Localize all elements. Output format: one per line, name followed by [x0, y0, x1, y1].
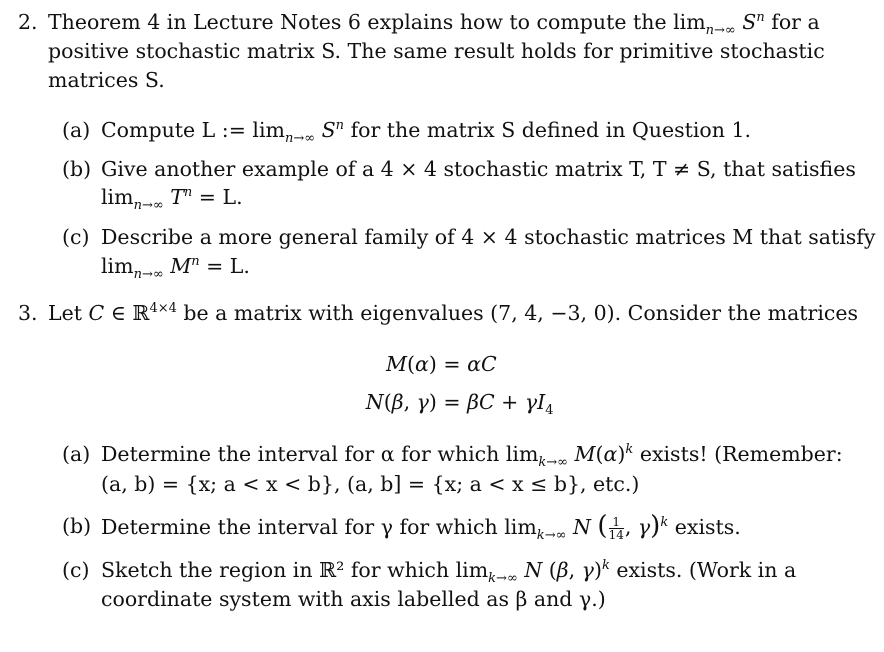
part-2c-text-2: $\lim_{n\to\infty} M^n = L$.: [101, 254, 250, 283]
part-3a-label: (a): [62, 442, 91, 466]
part-2b-label: (b): [62, 157, 92, 181]
equation-m-alpha: M(α) = αC: [386, 352, 497, 376]
part-3a-text-1: Determine the interval for α for which $\lim_{k\to\infty} M(\alpha)^k$ exists! (Remember:: [101, 442, 843, 471]
part-3c-text-2: coordinate system with axis labelled as β and γ.): [101, 587, 606, 611]
question-2-number: 2.: [18, 10, 38, 34]
part-3a-text-2: (a, b) = {x; a < x < b}, (a, b] = {x; a < x ≤ b}, etc.): [101, 472, 640, 496]
equation-n-beta-gamma: N(β, $\gamma) = \beta C + \gamma I_4$: [365, 390, 554, 419]
part-2b-text-1: Give another example of a 4 × 4 stochastic matrix T, T ≠ S, that satisfies: [101, 157, 856, 181]
question-2-line-2: positive stochastic matrix S. The same result holds for primitive stochastic: [48, 39, 825, 63]
question-3-number: 3.: [18, 301, 38, 325]
part-2a-label: (a): [62, 118, 91, 142]
question-2-line-1: Theorem 4 in Lecture Notes 6 explains how to compute the $\lim_{n\to\infty} S^n$ for a: [48, 10, 820, 39]
question-2-line-3: matrices S.: [48, 68, 165, 92]
part-2a-text: Compute L := $\lim_{n\to\infty} S^n$ for the matrix S defined in Question 1.: [101, 118, 752, 147]
part-2b-text-2: $\lim_{n\to\infty} T^n = L$.: [101, 185, 243, 214]
part-3c-label: (c): [62, 558, 90, 582]
part-3c-text-1: Sketch the region in ℝ² for which $\lim_{k\to\infty} N$ (β, γ)$^k$ exists. (Work in a: [101, 558, 797, 587]
question-3-intro: Let C ∈ ℝ$^{4\times 4}$ be a matrix with eigenvalues (7, 4, −3, 0). Consider the matrices: [48, 301, 859, 325]
part-3b-text: Determine the interval for γ for which $\lim_{k\to\infty} N$ ( $\frac{1}{14}$ , γ)$^k$ exists.: [101, 511, 741, 544]
part-2c-label: (c): [62, 225, 90, 249]
part-2c-text-1: Describe a more general family of 4 × 4 stochastic matrices M that satisfy: [101, 225, 876, 249]
part-3b-label: (b): [62, 514, 92, 538]
